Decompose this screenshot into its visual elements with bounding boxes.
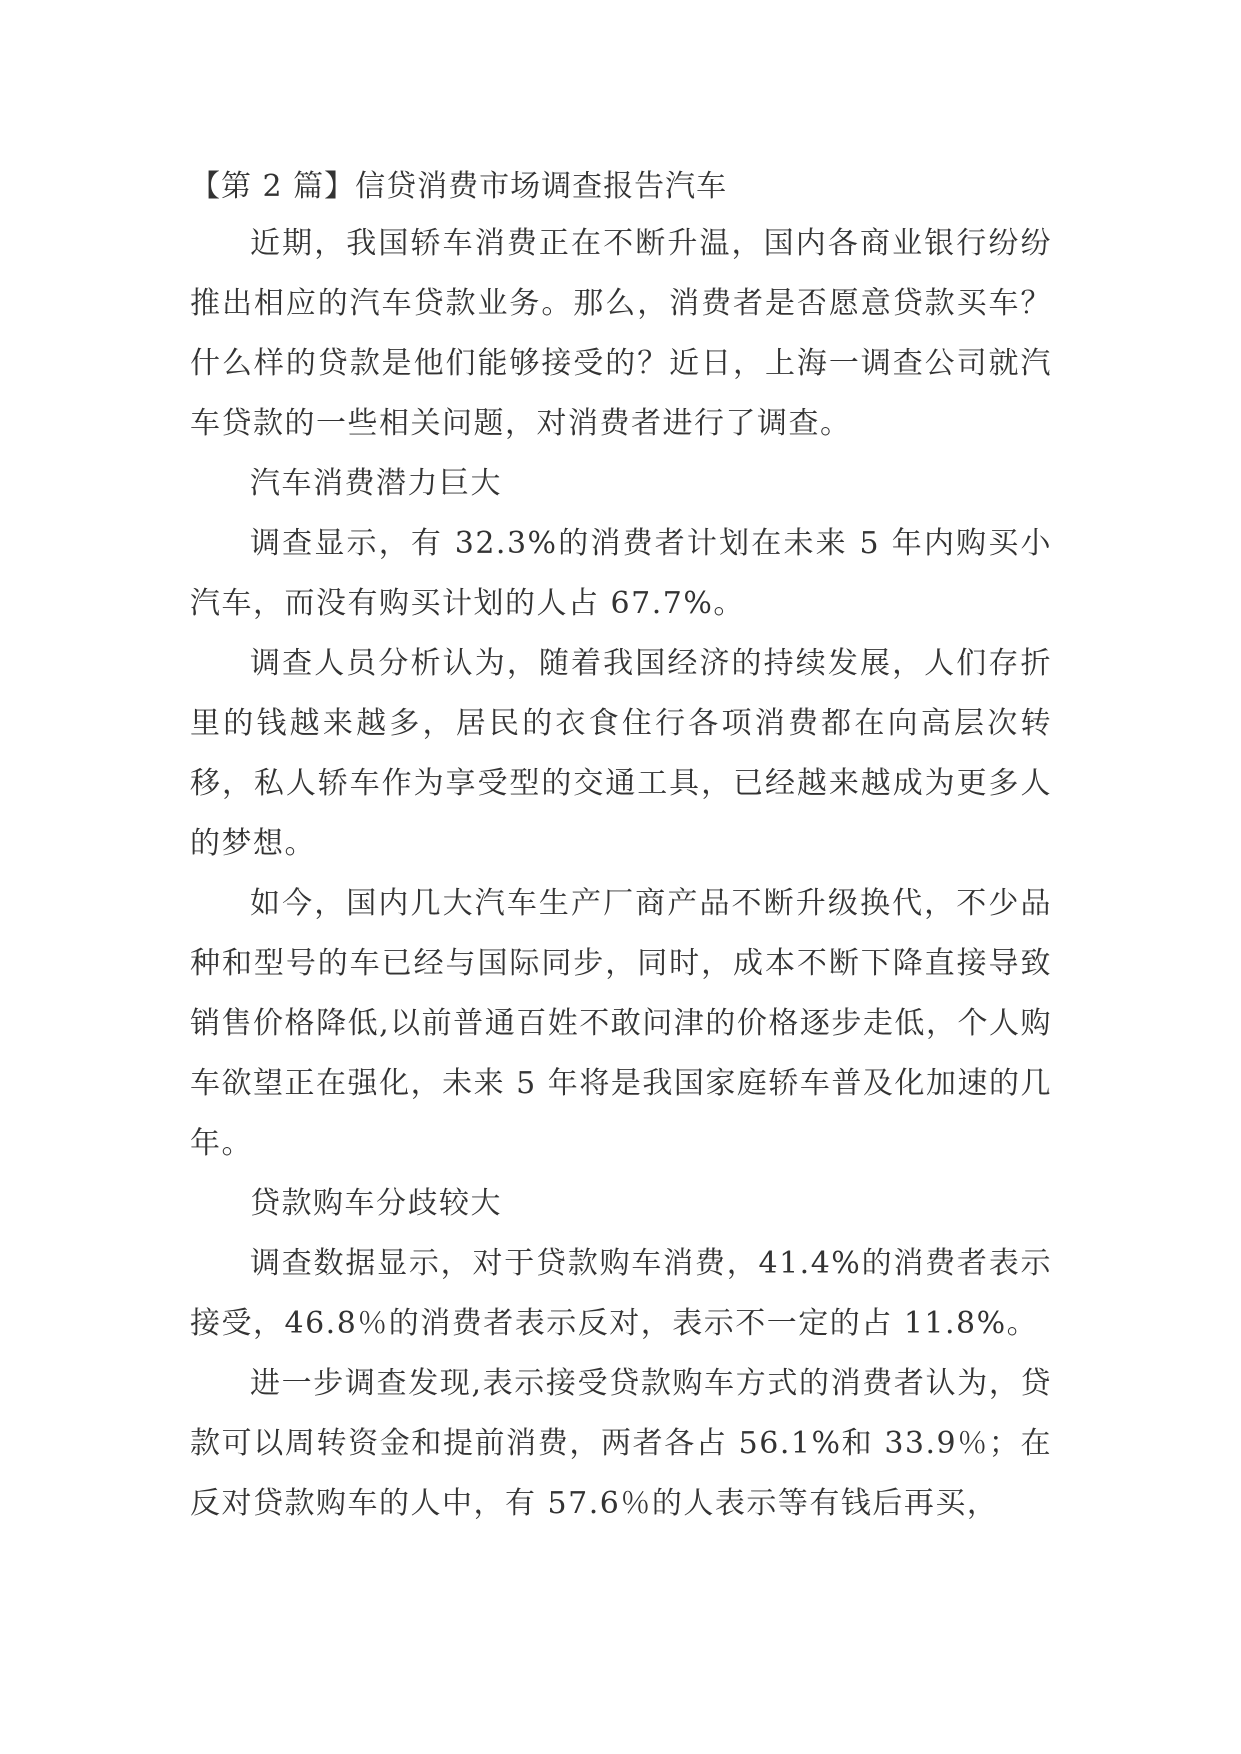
document-body — [190, 160, 1052, 1534]
paragraph-market-trend: 如今，国内几大汽车生产厂商产品不断升级换代，不少品种和型号的车已经与国际同步，同时，成本不断下降直接导致销售价格降低,以前普通百姓不敢问津的价格逐步走低，个人购车欲望正在强化，未来 5 年将是我国家庭轿车普及化加速的几年。 — [190, 886, 1052, 1161]
section-heading-loan-divergence: 贷款购车分歧较大 — [250, 1186, 502, 1221]
paragraph-loan-reasons: 进一步调查发现,表示接受贷款购车方式的消费者认为，贷款可以周转资金和提前消费，两者各占 56.1%和 33.9％；在反对贷款购车的人中，有 57.6％的人表示等有钱后再买， — [190, 1366, 1052, 1521]
paragraph-survey-purchase-plans: 调查显示，有 32.3%的消费者计划在未来 5 年内购买小汽车，而没有购买计划的人占 67.7%。 — [190, 526, 1052, 621]
paragraph-intro: 近期，我国轿车消费正在不断升温，国内各商业银行纷纷推出相应的汽车贷款业务。那么，消费者是否愿意贷款买车？什么样的贷款是他们能够接受的？近日，上海一调查公司就汽车贷款的一些相关问题，对消费者进行了调查。 — [190, 226, 1052, 441]
document-title: 【第 2 篇】信贷消费市场调查报告汽车 — [190, 169, 728, 204]
paragraph-analysis: 调查人员分析认为，随着我国经济的持续发展，人们存折里的钱越来越多，居民的衣食住行各项消费都在向高层次转移，私人轿车作为享受型的交通工具，已经越来越成为更多人的梦想。 — [190, 646, 1052, 861]
section-heading-consumption-potential: 汽车消费潜力巨大 — [250, 466, 502, 501]
paragraph-loan-attitudes: 调查数据显示，对于贷款购车消费，41.4%的消费者表示接受，46.8％的消费者表示反对，表示不一定的占 11.8%。 — [190, 1246, 1052, 1341]
